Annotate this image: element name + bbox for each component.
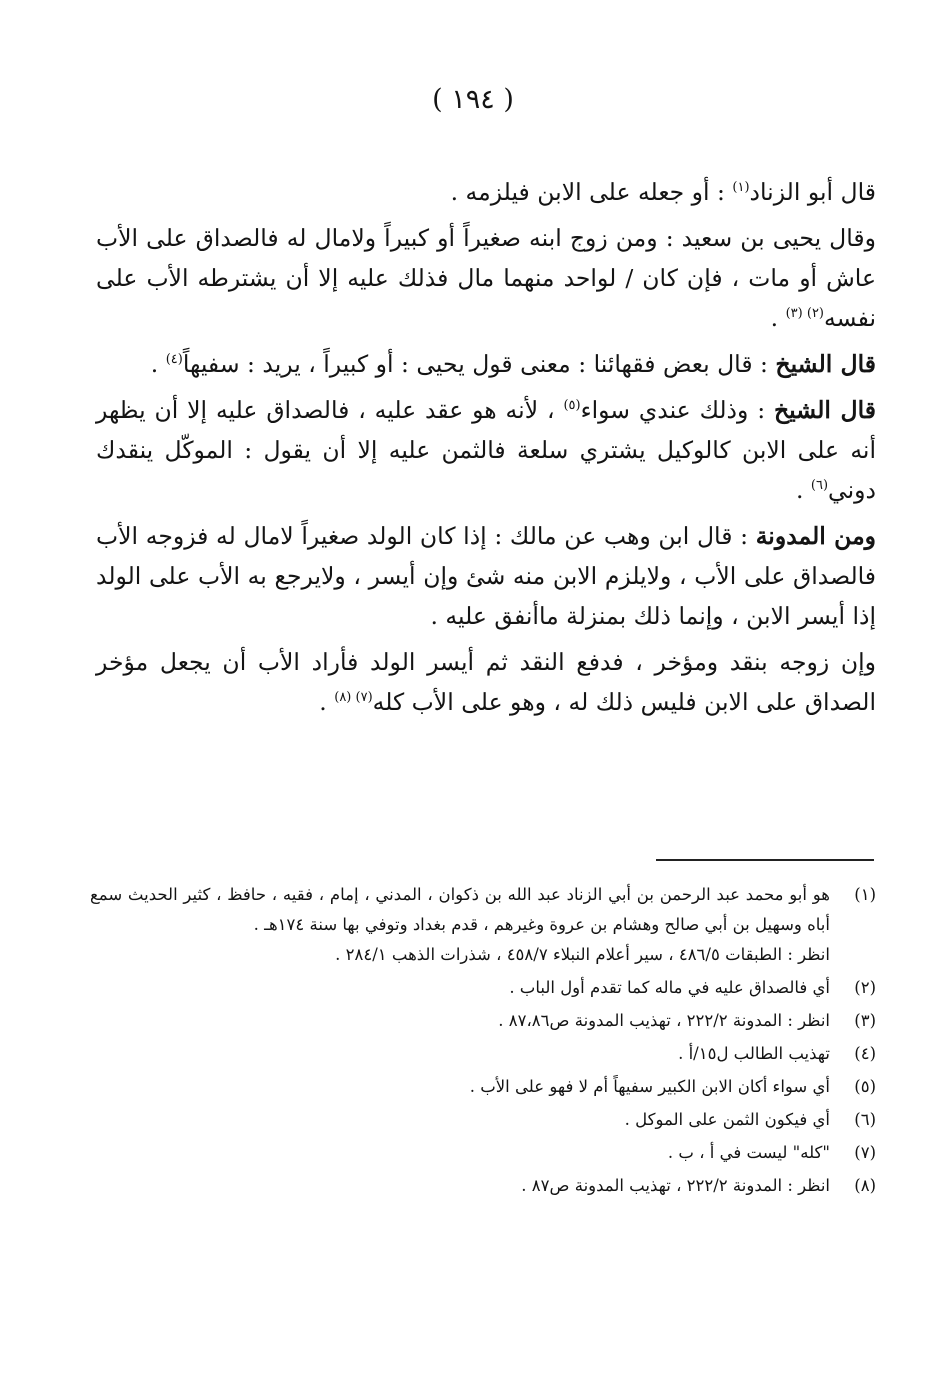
footnote-body <box>90 1006 830 1036</box>
footnote-ref: (٦) <box>810 478 829 494</box>
footnote-number: (٥) <box>854 1077 876 1096</box>
footnote-ref: (٧) (٨) <box>334 690 373 706</box>
footnote <box>90 1171 876 1201</box>
paragraph-text: : وذلك عندي سواء <box>580 396 775 424</box>
footnote <box>90 1138 876 1168</box>
footnote-body <box>90 1105 830 1135</box>
footnote-text: أي فيكون الثمن على الموكل . <box>624 1110 830 1129</box>
footnote-text: انظر : المدونة ٢٢٢/٢ ، تهذيب المدونة ص٨٧،٨٦ . <box>498 1011 830 1030</box>
paragraph-text: . <box>319 688 335 716</box>
paragraph-lead: قال الشيخ <box>775 350 876 378</box>
main-text <box>96 172 876 728</box>
paragraph-lead: ومن المدونة <box>755 522 877 550</box>
paragraph-text: : قال ابن وهب عن مالك : إذا كان الولد صغيراً لامال له فزوجه الأب فالصداق على الأب ، ولايلزم الابن منه شئ وإن أيسر ، ولايرجع به الأب على الولد إذا أيسر الابن ، وإنما ذلك بمنزلة ماأنفق عليه . <box>96 522 876 630</box>
footnote-ref: (٢) (٣) <box>785 306 824 322</box>
footnote-text: انظر : المدونة ٢٢٢/٢ ، تهذيب المدونة ص٨٧ . <box>521 1176 830 1195</box>
footnote-ref: (٤) <box>165 352 183 368</box>
footnote-divider <box>656 859 874 861</box>
paragraph-text: . <box>770 304 786 332</box>
footnote-body <box>90 973 830 1003</box>
footnote-number: (١) <box>854 885 876 904</box>
footnote-text: أي سواء أكان الابن الكبير سفيهاً أم لا فهو على الأب . <box>469 1077 830 1096</box>
footnote-body <box>90 1138 830 1168</box>
paragraph <box>96 172 876 212</box>
footnote-body <box>90 1171 830 1201</box>
footnote-number: (٧) <box>854 1143 876 1162</box>
footnote <box>90 880 876 970</box>
paragraph-text: وقال يحيى بن سعيد : ومن زوج ابنه صغيراً أو كبيراً ولامال له فالصداق على الأب عاش أو مات ، فإن كان / لواحد منهما مال فذلك عليه إلا أن يشترطه الأب على نفسه <box>96 224 876 332</box>
footnote-body <box>90 1072 830 1102</box>
footnote-body <box>90 1039 830 1069</box>
footnote <box>90 1006 876 1036</box>
paragraph-lead: قال الشيخ <box>774 396 876 424</box>
paragraph-text: وإن زوجه بنقد ومؤخر ، فدفع النقد ثم أيسر الولد فأراد الأب أن يجعل مؤخر الصداق على الابن فليس ذلك له ، وهو على الأب كله <box>96 648 876 716</box>
footnote-ref: (٥) <box>563 398 581 414</box>
footnote <box>90 1072 876 1102</box>
paragraph-text: قال أبو الزناد <box>749 178 876 206</box>
paragraph-text: : قال بعض فقهائنا : معنى قول يحيى : أو كبيراً ، يريد : سفيهاً <box>182 350 776 378</box>
footnote <box>90 1039 876 1069</box>
footnote-body <box>90 880 830 970</box>
footnote-text: انظر : الطبقات ٤٨٦/٥ ، سير أعلام النبلاء ٤٥٨/٧ ، شذرات الذهب ٢٨٤/١ . <box>335 945 830 964</box>
footnote-text: "كله" ليست في أ ، ب . <box>667 1143 830 1162</box>
paragraph-text: ، لأنه هو عقد عليه ، فالصداق عليه إلا أن يظهر أنه على الابن كالوكيل يشتري سلعة فالثمن عليه إلا أن يقول : الموكّل ينقدك دوني <box>96 396 876 504</box>
paragraph-text: . <box>150 350 166 378</box>
paragraph <box>96 390 876 510</box>
paragraph <box>96 218 876 338</box>
footnote-number: (٣) <box>854 1011 876 1030</box>
footnote-number: (٦) <box>854 1110 876 1129</box>
paragraph <box>96 642 876 722</box>
paragraph-text: : أو جعله على الابن فيلزمه . <box>450 178 733 206</box>
paragraph <box>96 516 876 636</box>
footnote-text: أي فالصداق عليه في ماله كما تقدم أول الباب . <box>509 978 830 997</box>
footnote-text: هو أبو محمد عبد الرحمن بن أبي الزناد عبد الله بن ذكوان ، المدني ، إمام ، فقيه ، حافظ ، كثير الحديث سمع أباه وسهيل بن أبي صالح وهشام بن عروة وغيرهم ، قدم بغداد وتوفي بها سنة ١٧٤هـ . <box>90 885 830 934</box>
footnotes <box>90 880 876 1204</box>
footnote-number: (٢) <box>854 978 876 997</box>
footnote-ref: (١) <box>732 180 750 196</box>
footnote-number: (٨) <box>854 1176 876 1195</box>
paragraph <box>96 344 876 384</box>
footnote <box>90 1105 876 1135</box>
footnote-text: تهذيب الطالب ل١٥/أ . <box>678 1044 830 1063</box>
footnote-number: (٤) <box>854 1044 876 1063</box>
footnote <box>90 973 876 1003</box>
paragraph-text: . <box>795 476 811 504</box>
page-number: ( ١٩٤ ) <box>432 84 514 115</box>
